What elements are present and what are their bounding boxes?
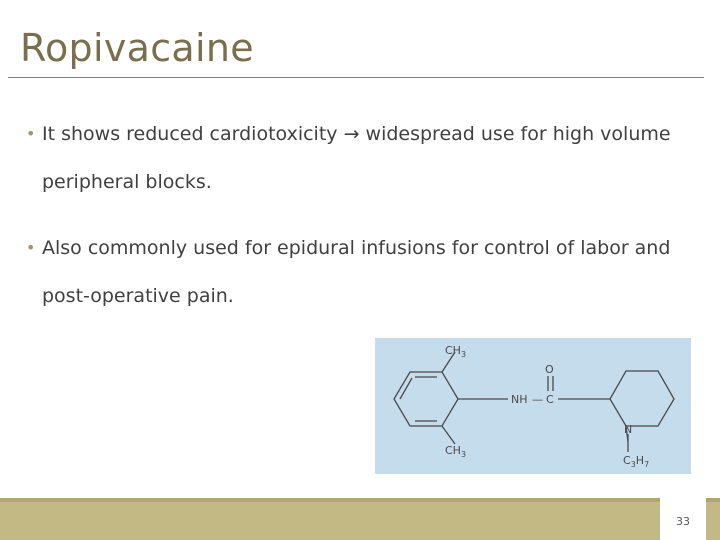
bullet-item (26, 110, 706, 206)
piperidine-ring (610, 371, 674, 426)
ropivacaine-structure-figure (375, 338, 691, 474)
bullet-text-start: It shows reduced cardiotoxicity (42, 123, 344, 145)
page-number: 33 (676, 515, 690, 528)
carbonyl-carbon-label: C (546, 393, 554, 406)
oxygen-label: O (545, 363, 554, 376)
bullet-list (26, 110, 706, 338)
bullet-marker: • (26, 238, 36, 257)
amide-dash: — (532, 393, 543, 406)
ring-double-bond (400, 378, 412, 399)
ring-nitrogen-label: N (624, 423, 633, 436)
methyl-label-top: $CH_3$ (445, 344, 467, 359)
footer-band (0, 498, 720, 540)
bullet-marker: • (26, 124, 36, 143)
methyl-bond-bottom (442, 426, 455, 444)
bullet-item (26, 224, 706, 320)
bullet-text-end: widespread use for high volume peripheral blocks. (42, 123, 671, 193)
arrow-right-icon: → (343, 123, 360, 145)
benzene-ring (394, 372, 458, 426)
amide-nh-label: NH (511, 393, 528, 406)
page-number-box (660, 498, 706, 540)
methyl-label-bottom: $CH_3$ (445, 444, 467, 459)
bullet-text: Also commonly used for epidural infusions for control of labor and post-operative pain. (42, 237, 671, 307)
chemical-structure-diagram (375, 338, 691, 474)
propyl-label: $C_3H_7$ (623, 454, 650, 469)
slide-title: Ropivacaine (20, 26, 254, 70)
title-divider (8, 77, 704, 78)
footer-accent-line (0, 498, 720, 502)
